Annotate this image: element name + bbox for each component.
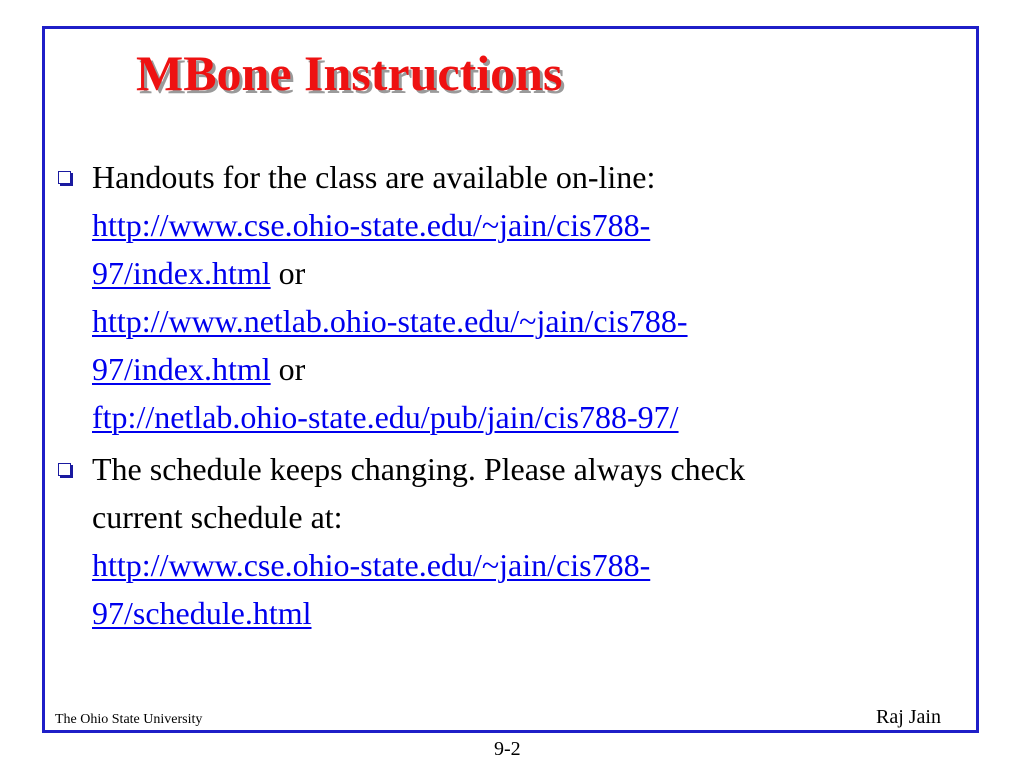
bullet-line <box>92 201 938 249</box>
url-link[interactable]: http://www.cse.ohio-state.edu/~jain/cis788- <box>92 547 651 583</box>
url-link[interactable]: 97/index.html <box>92 255 271 291</box>
bullet-list <box>58 153 938 641</box>
bullet-text: current schedule at: <box>92 499 343 535</box>
url-link[interactable]: 97/schedule.html <box>92 595 312 631</box>
bullet-line <box>92 541 938 589</box>
bullet-line <box>92 393 938 441</box>
square-bullet-icon <box>58 171 71 184</box>
footer-institution: The Ohio State University <box>55 712 203 727</box>
page-number: 9-2 <box>494 738 521 760</box>
bullet-line <box>92 297 938 345</box>
square-bullet-icon <box>58 463 71 476</box>
bullet-line <box>92 589 938 637</box>
bullet-line <box>92 249 938 297</box>
url-link[interactable]: 97/index.html <box>92 351 271 387</box>
bullet-line <box>92 153 938 201</box>
bullet-line <box>92 345 938 393</box>
url-link[interactable]: http://www.cse.ohio-state.edu/~jain/cis788- <box>92 207 651 243</box>
slide-title: MBone Instructions <box>136 45 563 101</box>
bullet-item <box>58 153 938 441</box>
bullet-item <box>58 445 938 637</box>
bullet-line <box>92 445 938 493</box>
bullet-text: or <box>270 351 306 387</box>
url-link[interactable]: http://www.netlab.ohio-state.edu/~jain/cis788- <box>92 303 688 339</box>
bullet-line <box>92 493 938 541</box>
bullet-text: The schedule keeps changing. Please always check <box>92 451 746 487</box>
url-link[interactable]: ftp://netlab.ohio-state.edu/pub/jain/cis788-97/ <box>92 399 679 435</box>
bullet-text: Handouts for the class are available on-line: <box>92 159 656 195</box>
footer-author: Raj Jain <box>876 706 941 728</box>
bullet-text: or <box>270 255 306 291</box>
